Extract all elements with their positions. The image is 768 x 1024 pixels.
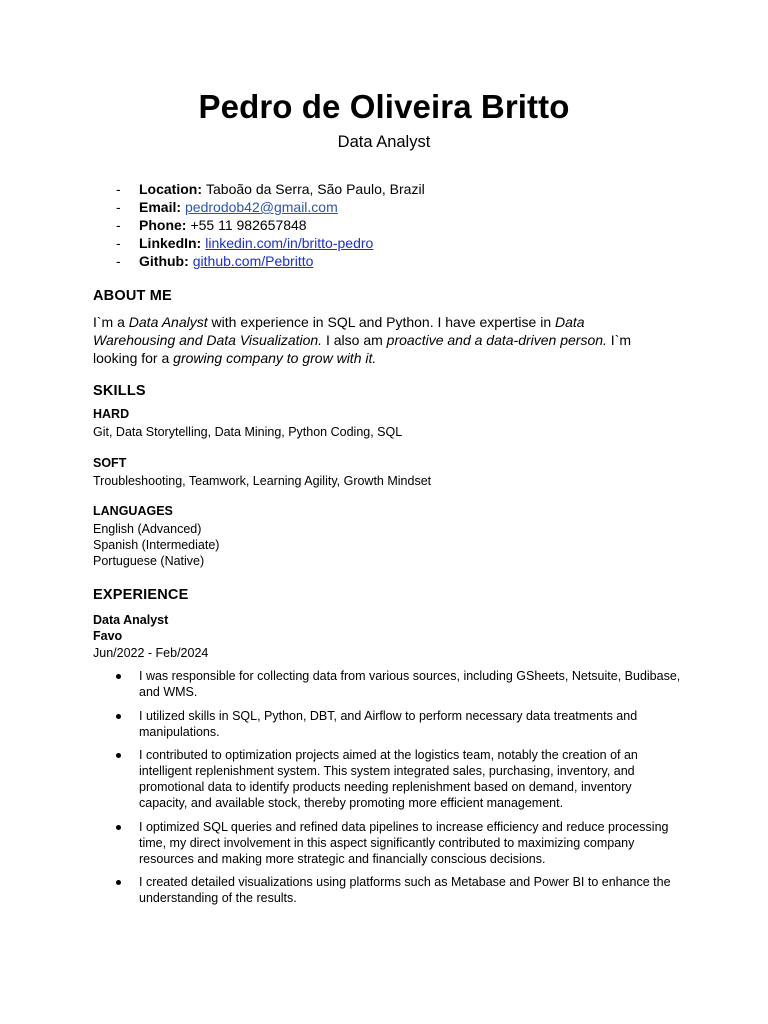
contact-linkedin: - LinkedIn: linkedin.com/in/britto-pedro xyxy=(116,235,374,251)
candidate-name: Pedro de Oliveira Britto xyxy=(198,88,570,125)
github-link[interactable]: github.com/Pebritto xyxy=(192,253,314,269)
soft-skills-label: SOFT xyxy=(93,456,127,470)
candidate-role: Data Analyst xyxy=(337,133,431,151)
job-company: Favo xyxy=(93,629,123,643)
experience-heading: EXPERIENCE xyxy=(93,587,189,603)
list-item: I created detailed visualizations using platforms such as Metabase and Power BI to enhance the understanding of the results. xyxy=(93,874,683,906)
languages-label: LANGUAGES xyxy=(93,504,173,518)
bullet-icon xyxy=(116,880,121,885)
list-item: I contributed to optimization projects aimed at the logistics team, notably the creation of an intelligent replenishment system. This system integrated sales, purchasing, inventory, and promotional data to identify products needing replenishment based on demand, inventory capacity, and available stock, thereby promoting more efficient management. xyxy=(93,747,683,811)
contact-location: - Location: Taboão da Serra, São Paulo, Brazil xyxy=(116,181,425,197)
contact-github: - Github: github.com/Pebritto xyxy=(116,253,314,269)
contact-phone: - Phone: +55 11 982657848 xyxy=(116,217,307,233)
language-item: Portuguese (Native) xyxy=(93,554,205,568)
email-link[interactable]: pedrodob42@gmail.com xyxy=(185,199,338,215)
list-item: I was responsible for collecting data from various sources, including GSheets, Netsuite, Budibase, and WMS. xyxy=(93,668,683,700)
skills-heading: SKILLS xyxy=(93,383,146,399)
language-item: English (Advanced) xyxy=(93,522,202,536)
bullet-icon xyxy=(116,674,121,679)
contact-email: - Email: pedrodob42@gmail.com xyxy=(116,199,338,215)
hard-skills-label: HARD xyxy=(93,407,130,421)
job-dates: Jun/2022 - Feb/2024 xyxy=(93,646,209,660)
contact-list xyxy=(116,180,425,270)
bullet-icon xyxy=(116,825,121,830)
soft-skills-text: Troubleshooting, Teamwork, Learning Agility, Growth Mindset xyxy=(93,474,432,488)
about-heading: ABOUT ME xyxy=(93,288,172,304)
about-paragraph: I`m a Data Analyst with experience in SQL and Python. I have expertise in Data Warehousing and Data Visualization. I also am proactive and a data-driven person. I`m looking for a growing company to grow with it. xyxy=(93,314,632,366)
hard-skills-text: Git, Data Storytelling, Data Mining, Python Coding, SQL xyxy=(93,425,403,439)
experience-bullets xyxy=(93,668,683,914)
job-title: Data Analyst xyxy=(93,613,169,627)
bullet-icon xyxy=(116,714,121,719)
list-item: I optimized SQL queries and refined data pipelines to increase efficiency and reduce processing time, my direct involvement in this aspect significantly contributed to maximizing company resources and making more strategic and financially conscious decisions. xyxy=(93,819,683,867)
linkedin-link[interactable]: linkedin.com/in/britto-pedro xyxy=(205,235,374,251)
bullet-icon xyxy=(116,753,121,758)
language-item: Spanish (Intermediate) xyxy=(93,538,220,552)
list-item: I utilized skills in SQL, Python, DBT, and Airflow to perform necessary data treatments and manipulations. xyxy=(93,708,683,740)
